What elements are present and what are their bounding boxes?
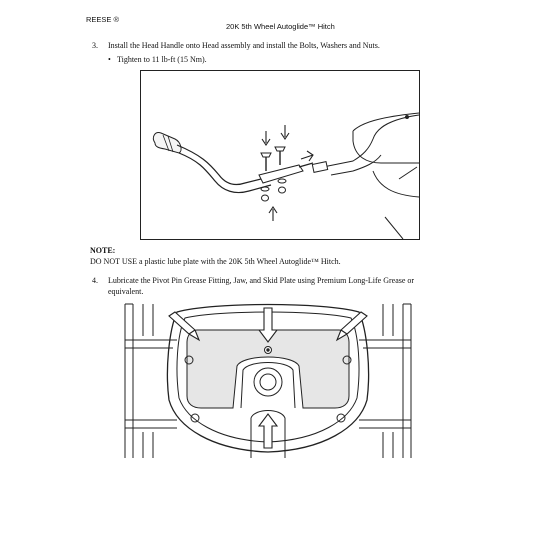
torque-spec: Tighten to 11 lb-ft (15 Nm). [117, 55, 207, 64]
head-handle-illustration [140, 70, 420, 240]
step-number: 3. [92, 41, 98, 50]
note-text: DO NOT USE a plastic lube plate with the 20K 5th Wheel Autoglide™ Hitch. [90, 257, 341, 266]
document-title: 20K 5th Wheel Autoglide™ Hitch [226, 22, 335, 31]
note-heading: NOTE: [90, 246, 116, 255]
step-instruction-continued: equivalent. [108, 287, 144, 296]
bolt-icon [261, 147, 285, 171]
grease-points-illustration [123, 300, 413, 458]
step-number: 4. [92, 276, 98, 285]
step-instruction: Install the Head Handle onto Head assembly and install the Bolts, Washers and Nuts. [108, 41, 380, 50]
brand-label: REESE ® [86, 15, 120, 24]
step-instruction: Lubricate the Pivot Pin Grease Fitting, Jaw, and Skid Plate using Premium Long-Life Grease or [108, 276, 415, 285]
bullet-icon: • [108, 55, 111, 64]
